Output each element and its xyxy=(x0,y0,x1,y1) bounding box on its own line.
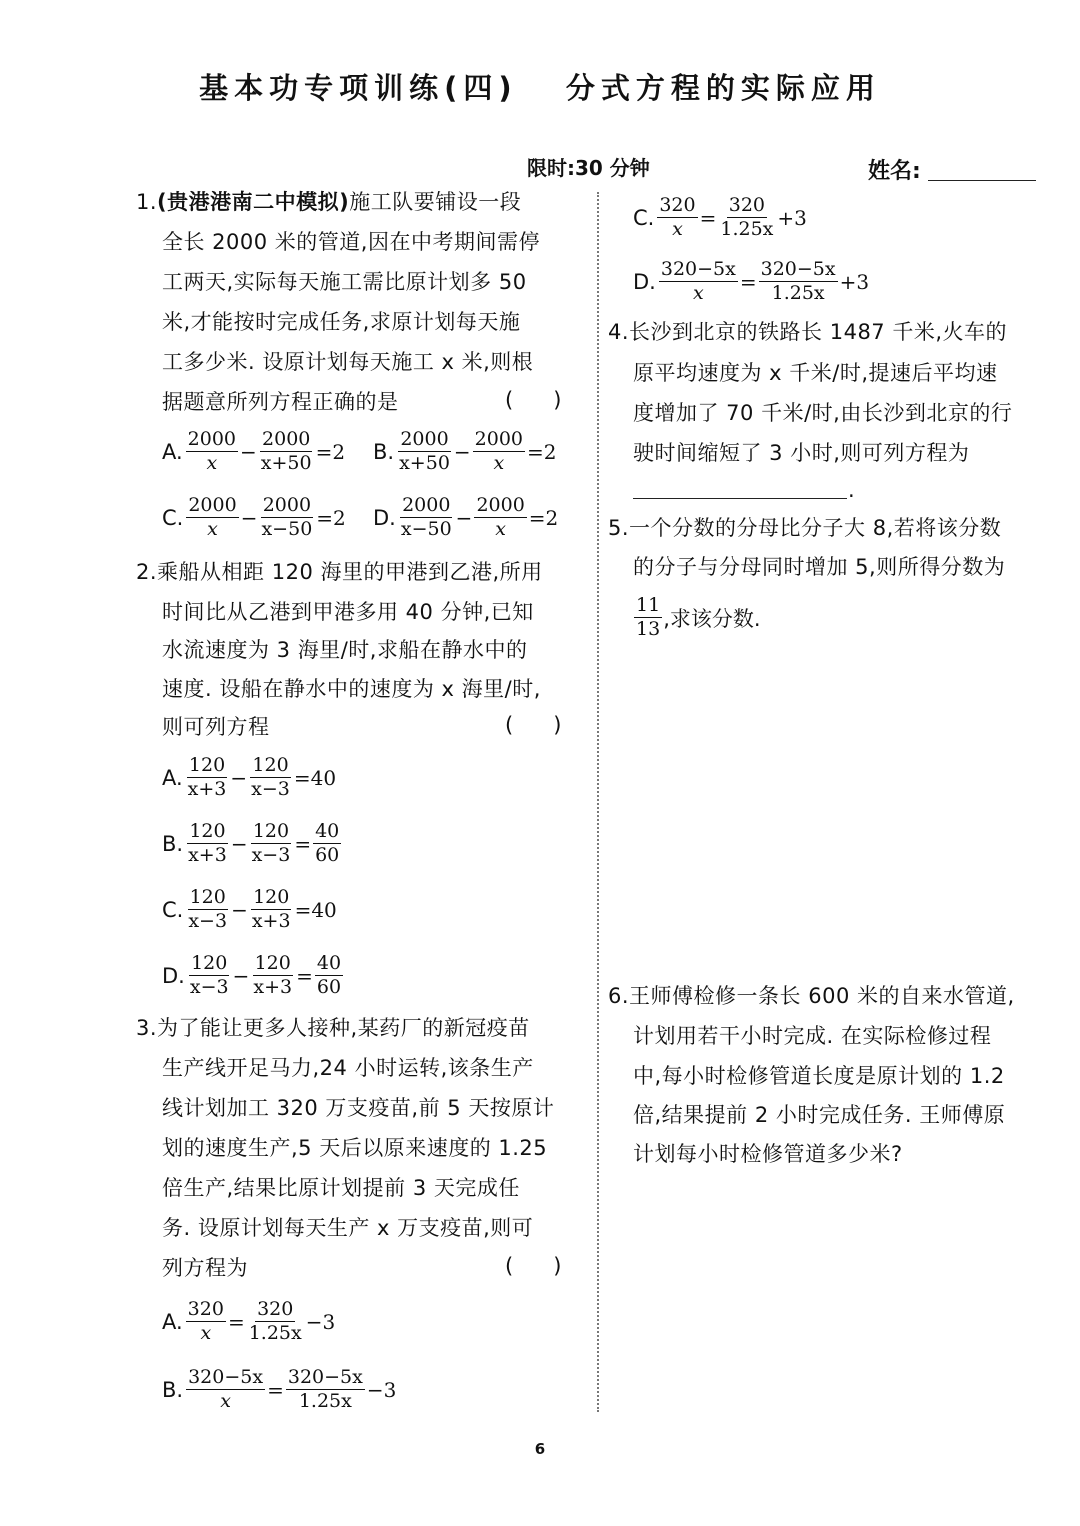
question-line: 的分子与分母同时增加 5,则所得分数为 xyxy=(633,555,1006,579)
fraction: $\frac{320-5x}{1.25x}$ xyxy=(287,1366,363,1412)
question-line: 全长 2000 米的管道,因在中考期间需停 xyxy=(162,230,540,254)
question-line: 则可列方程 xyxy=(162,715,270,739)
fraction: $\frac{320-5x}{x}$ xyxy=(188,1366,264,1412)
option-c[interactable]: C. $\frac{320}{x}$ = $\frac{320}{1.25x}$ +3 xyxy=(633,194,807,240)
option-a[interactable]: A. $\frac{2000}{x}$ − $\frac{2000}{x+50}$ =2 xyxy=(162,428,346,474)
answer-bracket[interactable]: ( ) xyxy=(505,388,562,412)
question-number: 5. xyxy=(608,516,630,540)
question-line: 倍生产,结果比原计划提前 3 天完成任 xyxy=(162,1176,520,1200)
question-line: 工两天,实际每天施工需比原计划多 50 xyxy=(162,270,527,294)
fraction: $\frac{120}{x+3}$ xyxy=(188,820,227,866)
option-a[interactable]: A. $\frac{120}{x+3}$ − $\frac{120}{x-3}$ =40 xyxy=(162,754,337,800)
fraction: $\frac{2000}{x-50}$ xyxy=(400,494,452,540)
question-number: 1. xyxy=(136,190,158,214)
question-number: 3. xyxy=(136,1016,158,1040)
option-d[interactable]: D. $\frac{120}{x-3}$ − $\frac{120}{x+3}$ = $\frac{40}{60}$ xyxy=(162,952,342,998)
question-line: 中,每小时检修管道长度是原计划的 1.2 xyxy=(633,1064,1005,1088)
fraction: $\frac{120}{x-3}$ xyxy=(251,754,290,800)
question-line: 4.长沙到北京的铁路长 1487 千米,火车的 xyxy=(608,320,1008,344)
option-b[interactable]: B. $\frac{2000}{x+50}$ − $\frac{2000}{x}$ =2 xyxy=(373,428,557,474)
question-line: 1.(贵港港南二中模拟)施工队要铺设一段 xyxy=(136,190,522,214)
column-divider xyxy=(597,192,599,1412)
fraction: $\frac{11}{13}$ xyxy=(636,594,661,640)
question-line: 3.为了能让更多人接种,某药厂的新冠疫苗 xyxy=(136,1016,530,1040)
name-input-line[interactable] xyxy=(928,180,1036,181)
question-line: 6.王师傅检修一条长 600 米的自来水管道, xyxy=(608,984,1015,1008)
question-line: 2.乘船从相距 120 海里的甲港到乙港,所用 xyxy=(136,560,543,584)
blank-period: . xyxy=(848,478,856,502)
question-line: 米,才能按时完成任务,求原计划每天施 xyxy=(162,310,521,334)
fraction: $\frac{2000}{x-50}$ xyxy=(261,494,313,540)
fraction: $\frac{320}{1.25x}$ xyxy=(248,1298,302,1344)
question-source: (贵港港南二中模拟) xyxy=(157,190,350,214)
question-line: 务. 设原计划每天生产 x 万支疫苗,则可 xyxy=(162,1216,534,1240)
question-line: 水流速度为 3 海里/时,求船在静水中的 xyxy=(162,638,528,662)
answer-blank[interactable] xyxy=(633,498,847,499)
question-line: 计划每小时检修管道多少米? xyxy=(633,1142,903,1166)
fraction: $\frac{120}{x+3}$ xyxy=(253,952,293,998)
question-number: 4. xyxy=(608,320,630,344)
option-c[interactable]: C. $\frac{120}{x-3}$ − $\frac{120}{x+3}$ =40 xyxy=(162,886,337,932)
question-line: 工多少米. 设原计划每天施工 x 米,则根 xyxy=(162,350,534,374)
option-b[interactable]: B. $\frac{320-5x}{x}$ = $\frac{320-5x}{1.25x}$ −3 xyxy=(162,1366,397,1412)
option-d[interactable]: D. $\frac{320-5x}{x}$ = $\frac{320-5x}{1.25x}$ +3 xyxy=(633,258,870,304)
question-number: 2. xyxy=(136,560,158,584)
fraction: $\frac{120}{x+3}$ xyxy=(187,754,227,800)
question-line: 线计划加工 320 万支疫苗,前 5 天按原计 xyxy=(162,1096,555,1120)
name-label: 姓名: xyxy=(868,159,921,184)
option-d[interactable]: D. $\frac{2000}{x-50}$ − $\frac{2000}{x}$ =2 xyxy=(373,494,559,540)
answer-bracket[interactable]: ( ) xyxy=(505,1254,562,1278)
question-line: 时间比从乙港到甲港多用 40 分钟,已知 xyxy=(162,600,534,624)
question-line: 列方程为 xyxy=(162,1256,248,1280)
option-c[interactable]: C. $\frac{2000}{x}$ − $\frac{2000}{x-50}$ =2 xyxy=(162,494,346,540)
question-line: 倍,结果提前 2 小时完成任务. 王师傅原 xyxy=(633,1103,1006,1127)
fraction: $\frac{120}{x+3}$ xyxy=(251,886,291,932)
fraction: $\frac{320}{x}$ xyxy=(187,1298,224,1344)
page-number: 6 xyxy=(534,1440,546,1458)
fraction: $\frac{40}{60}$ xyxy=(315,820,340,866)
question-line: 度增加了 70 千米/时,由长沙到北京的行 xyxy=(633,401,1013,425)
question-line: 计划用若干小时完成. 在实际检修过程 xyxy=(633,1024,992,1048)
fraction: $\frac{120}{x-3}$ xyxy=(251,820,291,866)
fraction: $\frac{320-5x}{1.25x}$ xyxy=(760,258,836,304)
question-line: 据题意所列方程正确的是 xyxy=(162,390,399,414)
question-line: 速度. 设船在静水中的速度为 x 海里/时, xyxy=(162,677,541,701)
option-b[interactable]: B. $\frac{120}{x+3}$ − $\frac{120}{x-3}$ = $\frac{40}{60}$ xyxy=(162,820,340,866)
question-line: 5.一个分数的分母比分子大 8,若将该分数 xyxy=(608,516,1002,540)
fraction: $\frac{2000}{x}$ xyxy=(476,494,525,540)
fraction: $\frac{2000}{x}$ xyxy=(474,428,524,474)
fraction: $\frac{120}{x-3}$ xyxy=(188,886,228,932)
fraction: $\frac{2000}{x}$ xyxy=(188,494,237,540)
question-line: 生产线开足马力,24 小时运转,该条生产 xyxy=(162,1056,534,1080)
fraction: $\frac{2000}{x+50}$ xyxy=(260,428,312,474)
fraction: $\frac{320}{x}$ xyxy=(659,194,696,240)
question-line: 原平均速度为 x 千米/时,提速后平均速 xyxy=(633,361,998,385)
question-line: 划的速度生产,5 天后以原来速度的 1.25 xyxy=(162,1136,548,1160)
option-a[interactable]: A. $\frac{320}{x}$ = $\frac{320}{1.25x}$ −3 xyxy=(162,1298,336,1344)
page-title: 基本功专项训练(四) 分式方程的实际应用 xyxy=(199,71,881,105)
answer-bracket[interactable]: ( ) xyxy=(505,713,562,737)
fraction: $\frac{120}{x-3}$ xyxy=(189,952,229,998)
question-line: 驶时间缩短了 3 小时,则可列方程为 xyxy=(633,441,970,465)
fraction: $\frac{320-5x}{x}$ xyxy=(660,258,736,304)
question-number: 6. xyxy=(608,984,630,1008)
time-limit: 限时:30 分钟 xyxy=(527,156,650,180)
question-line: $\frac{11}{13}$ ,求该分数. xyxy=(636,594,761,640)
fraction: $\frac{2000}{x}$ xyxy=(187,428,237,474)
fraction: $\frac{2000}{x+50}$ xyxy=(399,428,450,474)
fraction: $\frac{40}{60}$ xyxy=(316,952,342,998)
fraction: $\frac{320}{1.25x}$ xyxy=(720,194,774,240)
